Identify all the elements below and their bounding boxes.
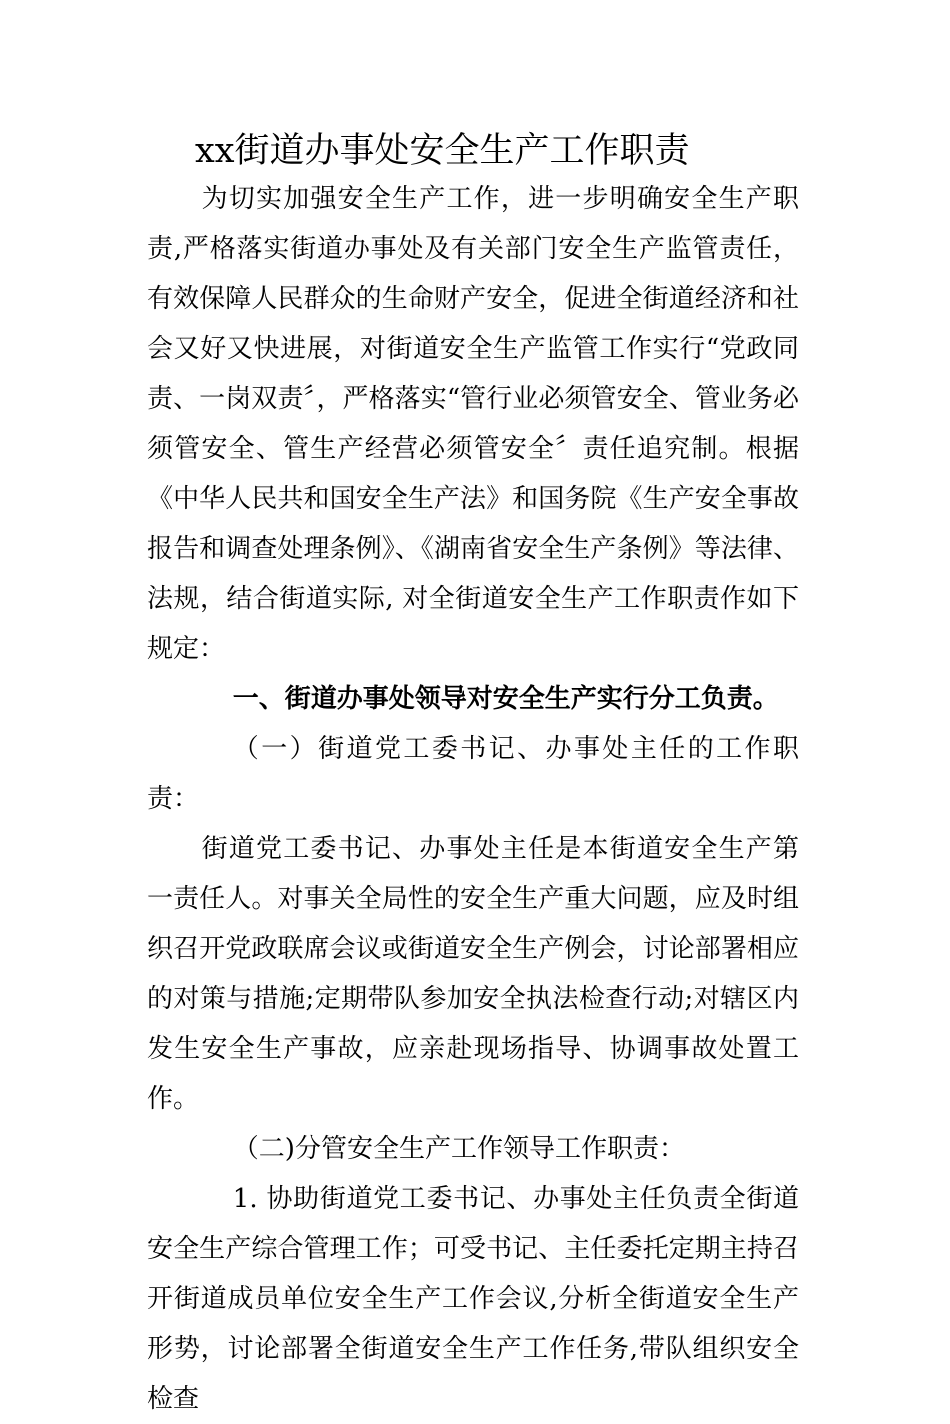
numbered-paragraph: 1. 协助街道党工委书记、办事处主任负责全街道安全生产综合管理工作；可受书记、主任委托定期主持召开街道成员单位安全生产工作会议,分析全街道安全生产形势，讨论部署全街道安全生产工作任务,带队组织安全检查 <box>147 1184 799 1414</box>
section-heading: 一、街道办事处领导对安全生产实行分工负责。 <box>232 684 779 714</box>
document-body <box>147 174 799 1424</box>
subsection-heading: （二)分管安全生产工作领导工作职责： <box>232 1134 685 1164</box>
document-title: xx街道办事处安全生产工作职责 <box>195 131 690 171</box>
intro-paragraph: 为切实加强安全生产工作，进一步明确安全生产职责,严格落实街道办事处及有关部门安全生产监管责任，有效保障人民群众的生命财产安全，促进全街道经济和社会又好又快进展，对街道安全生产监管工作实行“党政同责、一岗双责〞，严格落实“管行业必须管安全、管业务必须管安全、管生产经营必须管安全〞责任追究制。根据《中华人民共和国安全生产法》和国务院《生产安全事故报告和调查处理条例》、《湖南省安全生产条例》等法律、法规，结合街道实际, 对全街道安全生产工作职责作如下规定： <box>147 184 799 664</box>
duty-paragraph: 街道党工委书记、办事处主任是本街道安全生产第一责任人。对事关全局性的安全生产重大问题，应及时组织召开党政联席会议或街道安全生产例会，讨论部署相应的对策与措施;定期带队参加安全执法检查行动;对辖区内发生安全生产事故，应亲赴现场指导、协调事故处置工作。 <box>147 834 799 1114</box>
subsection-heading: （一）街道党工委书记、办事处主任的工作职责： <box>147 734 799 814</box>
